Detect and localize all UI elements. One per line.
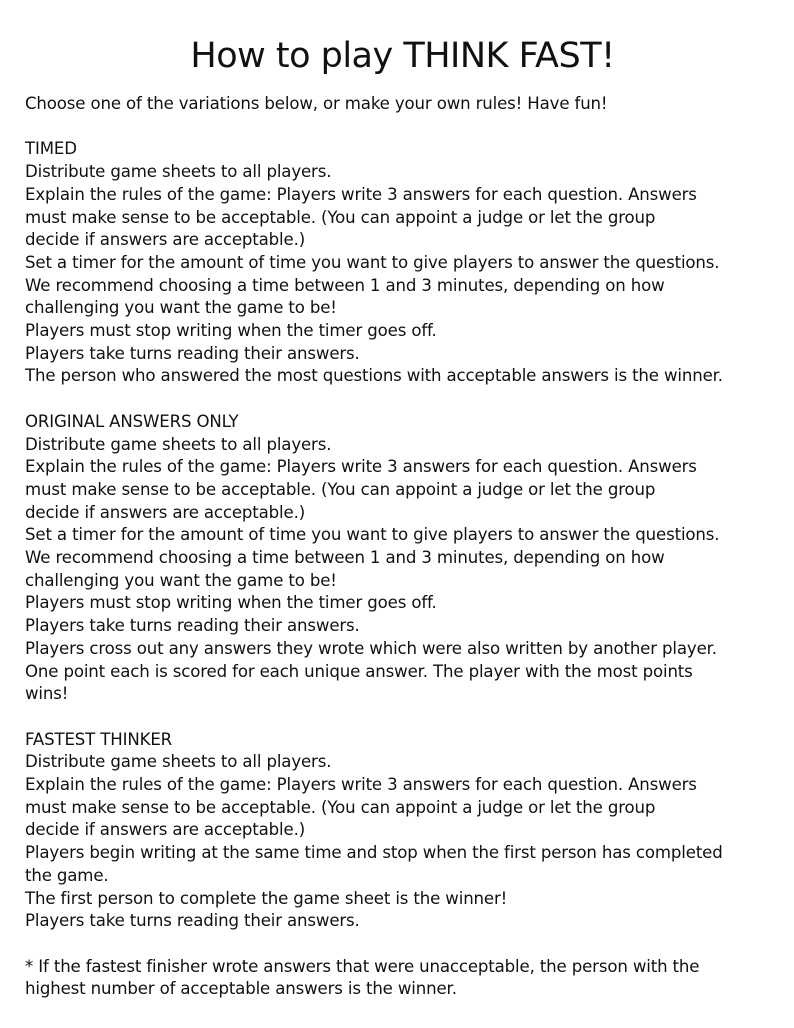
- spacer: [25, 706, 780, 729]
- rule-line: The person who answered the most questions with acceptable answers is the winner.: [25, 366, 723, 386]
- rule-line: Players cross out any answers they wrote which were also written by another player.: [25, 638, 717, 658]
- rule-line: Explain the rules of the game: Players write 3 answers for each question. Answers: [25, 457, 697, 477]
- rule-line: must make sense to be acceptable. (You can appoint a judge or let the group: [25, 479, 656, 499]
- document-page: [25, 30, 780, 1001]
- rule-line: One point each is scored for each unique answer. The player with the most points: [25, 661, 693, 681]
- rule-line: Explain the rules of the game: Players write 3 answers for each question. Answers: [25, 184, 697, 204]
- rule-line: Players must stop writing when the timer goes off.: [25, 593, 437, 613]
- rule-line: challenging you want the game to be!: [25, 570, 337, 590]
- section-heading: ORIGINAL ANSWERS ONLY: [25, 411, 239, 431]
- rule-line: Players must stop writing when the timer goes off.: [25, 321, 437, 341]
- rule-line: decide if answers are acceptable.): [25, 820, 306, 840]
- rule-line: Distribute game sheets to all players.: [25, 162, 332, 182]
- rule-line: We recommend choosing a time between 1 and 3 minutes, depending on how: [25, 275, 665, 295]
- rule-line: Players take turns reading their answers.: [25, 911, 360, 931]
- rule-line: The first person to complete the game sheet is the winner!: [25, 888, 508, 908]
- spacer: [25, 116, 780, 139]
- footnote: [25, 956, 780, 1001]
- rule-line: Distribute game sheets to all players.: [25, 434, 332, 454]
- footnote-line: * If the fastest finisher wrote answers that were unacceptable, the person with the: [25, 956, 700, 976]
- rule-line: Players take turns reading their answers.: [25, 616, 360, 636]
- rule-line: Players begin writing at the same time and stop when the first person has completed: [25, 843, 723, 863]
- rule-line: Explain the rules of the game: Players write 3 answers for each question. Answers: [25, 775, 697, 795]
- rule-line: decide if answers are acceptable.): [25, 230, 306, 250]
- section-heading: FASTEST THINKER: [25, 729, 173, 749]
- rule-line: Set a timer for the amount of time you want to give players to answer the questions.: [25, 252, 720, 272]
- rule-line: Distribute game sheets to all players.: [25, 752, 332, 772]
- section-fastest-thinker: [25, 729, 780, 933]
- footnote-line: highest number of acceptable answers is the winner.: [25, 979, 457, 999]
- rule-line: Players take turns reading their answers.: [25, 343, 360, 363]
- section-timed: [25, 138, 780, 388]
- rule-line: decide if answers are acceptable.): [25, 502, 306, 522]
- rule-line: must make sense to be acceptable. (You can appoint a judge or let the group: [25, 207, 656, 227]
- spacer: [25, 933, 780, 956]
- rule-line: Set a timer for the amount of time you want to give players to answer the questions.: [25, 525, 720, 545]
- section-original-answers-only: [25, 411, 780, 706]
- rule-line: must make sense to be acceptable. (You can appoint a judge or let the group: [25, 797, 656, 817]
- rule-line: wins!: [25, 684, 69, 704]
- rule-line: We recommend choosing a time between 1 and 3 minutes, depending on how: [25, 548, 665, 568]
- section-heading: TIMED: [25, 139, 77, 159]
- spacer: [25, 388, 780, 411]
- page-title: How to play THINK FAST!: [190, 36, 615, 76]
- rule-line: the game.: [25, 865, 109, 885]
- rule-line: challenging you want the game to be!: [25, 298, 337, 318]
- intro-text: Choose one of the variations below, or make your own rules! Have fun!: [25, 94, 608, 113]
